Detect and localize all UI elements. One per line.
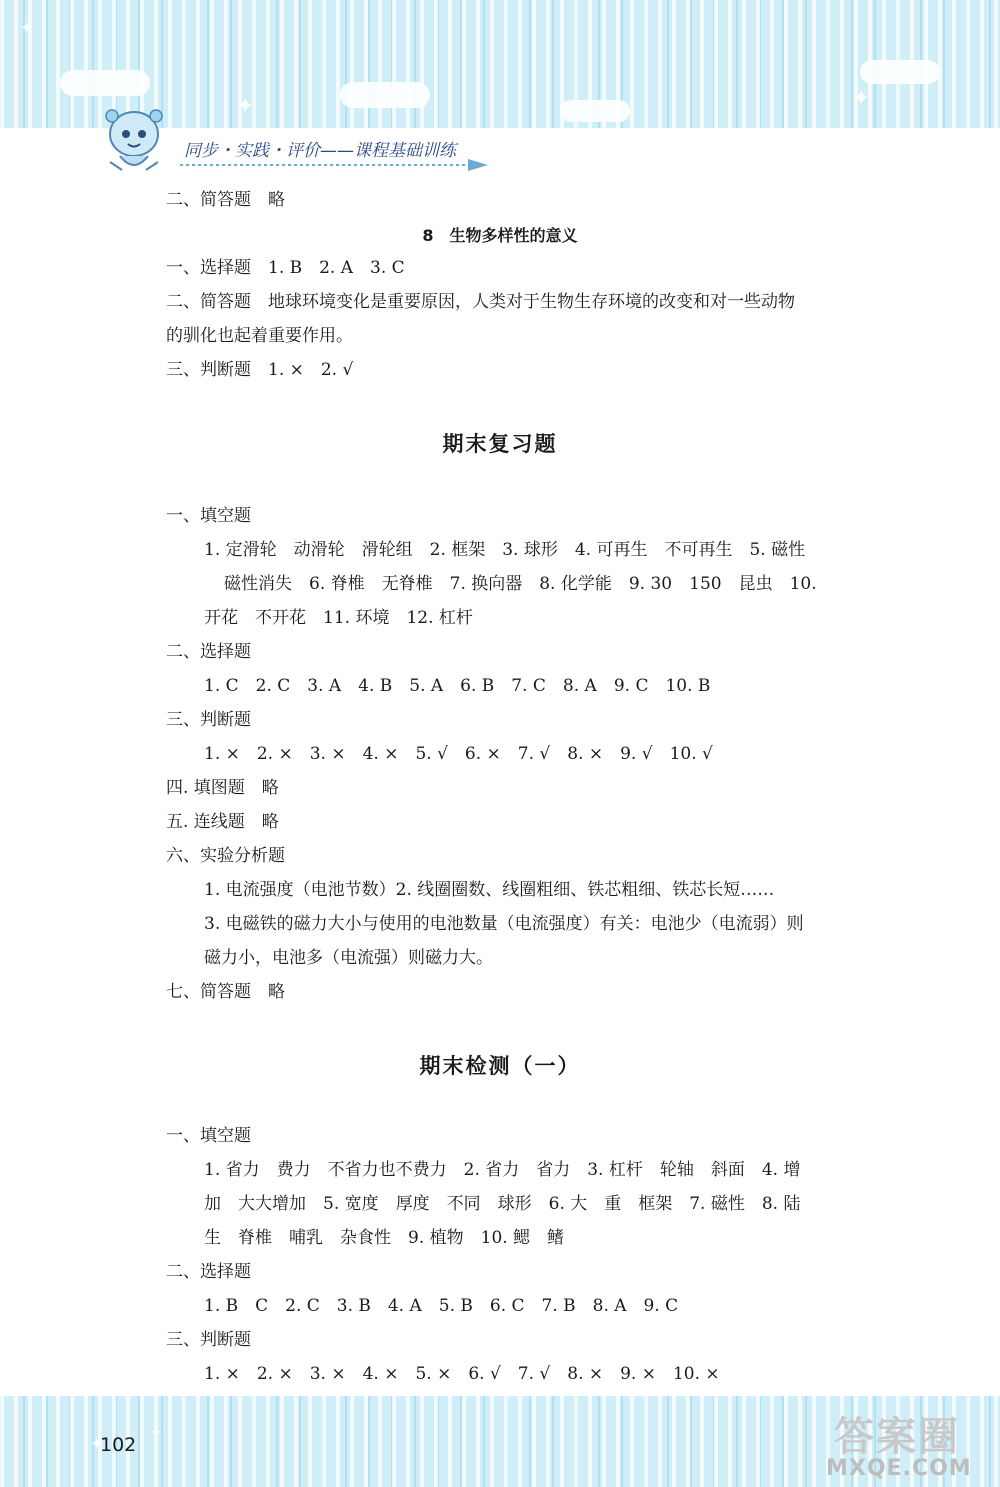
- answer-line: 1. 定滑轮 动滑轮 滑轮组 2. 框架 3. 球形 4. 可再生 不可再生 5. 磁性: [204, 540, 806, 560]
- answer-line: 的驯化也起着重要作用。: [166, 326, 353, 346]
- cloud-icon: [60, 70, 150, 96]
- star-icon: ✦: [20, 18, 34, 37]
- answer-line: 磁力小，电池多（电流强）则磁力大。: [204, 948, 493, 968]
- answer-line: 二、选择题: [166, 642, 251, 662]
- answer-line: 3. 电磁铁的磁力大小与使用的电池数量（电流强度）有关：电池少（电流弱）则: [204, 914, 804, 934]
- answer-line: 一、填空题: [166, 1126, 251, 1146]
- answer-line: 1. C 2. C 3. A 4. B 5. A 6. B 7. C 8. A 9. C 10. B: [204, 676, 711, 696]
- answer-line: 1. 电流强度（电池节数）2. 线圈圈数、线圈粗细、铁芯粗细、铁芯长短……: [204, 880, 775, 900]
- cloud-icon: [560, 100, 630, 122]
- watermark-url: MXQE.COM: [826, 1456, 972, 1481]
- answer-line: 1. × 2. × 3. × 4. × 5. √ 6. × 7. √ 8. × 9. √ 10. √: [204, 744, 713, 764]
- answer-line: 一、选择题 1. B 2. A 3. C: [166, 258, 405, 278]
- lesson-title: 8 生物多样性的意义: [422, 226, 578, 245]
- answer-line: 1. 省力 费力 不省力也不费力 2. 省力 省力 3. 杠杆 轮轴 斜面 4. 增: [204, 1160, 801, 1180]
- answer-line: 六、实验分析题: [166, 846, 285, 866]
- star-icon: ✦: [236, 94, 255, 119]
- star-icon: ✦: [852, 86, 871, 111]
- series-title: 同步・实践・评价——课程基础训练: [184, 141, 456, 161]
- mascot-icon: [98, 104, 168, 180]
- answer-line: 二、简答题 略: [166, 190, 285, 210]
- section-title-review: 期末复习题: [442, 432, 558, 456]
- answer-line: 磁性消失 6. 脊椎 无脊椎 7. 换向器 8. 化学能 9. 30 150 昆虫 10.: [224, 574, 817, 594]
- answer-line: 生 脊椎 哺乳 杂食性 9. 植物 10. 鳃 鳍: [204, 1228, 565, 1248]
- answer-line: 二、简答题 地球环境变化是重要原因，人类对于生物生存环境的改变和对一些动物: [166, 292, 795, 312]
- answer-line: 三、判断题: [166, 710, 251, 730]
- answer-line: 四. 填图题 略: [166, 778, 279, 798]
- answer-line: 三、判断题 1. × 2. √: [166, 360, 354, 380]
- page-number: 102: [100, 1434, 137, 1456]
- header-rule: [180, 157, 490, 173]
- answer-line: 一、填空题: [166, 506, 251, 526]
- answer-line: 开花 不开花 11. 环境 12. 杠杆: [204, 608, 473, 628]
- star-icon: ✦: [90, 1434, 104, 1453]
- star-icon: ✦: [150, 1425, 162, 1441]
- answer-line: 二、选择题: [166, 1262, 251, 1282]
- answer-line: 1. B C 2. C 3. B 4. A 5. B 6. C 7. B 8. A 9. C: [204, 1296, 679, 1316]
- cloud-icon: [860, 60, 940, 84]
- watermark-logo: 答案圈: [834, 1414, 960, 1460]
- section-title-test: 期末检测（一）: [419, 1054, 581, 1078]
- answer-line: 1. × 2. × 3. × 4. × 5. × 6. √ 7. √ 8. × 9. × 10. ×: [204, 1364, 720, 1384]
- answer-line: 三、判断题: [166, 1330, 251, 1350]
- cloud-icon: [340, 82, 430, 108]
- answer-line: 加 大大增加 5. 宽度 厚度 不同 球形 6. 大 重 框架 7. 磁性 8. 陆: [204, 1194, 801, 1214]
- answer-line: 五. 连线题 略: [166, 812, 279, 832]
- answer-line: 七、简答题 略: [166, 982, 285, 1002]
